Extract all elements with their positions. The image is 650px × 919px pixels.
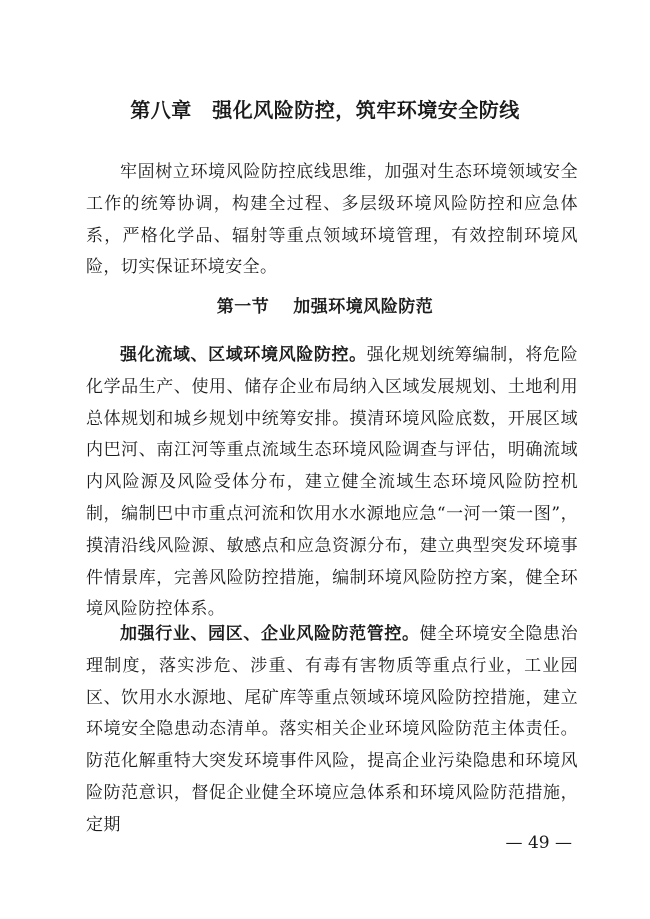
chapter-title: 第八章 强化风险防控，筑牢环境安全防线: [130, 98, 520, 122]
section-number: 第一节: [216, 297, 270, 317]
page-number: — 49 —: [505, 833, 572, 853]
paragraph-river-basin-risk: [86, 340, 578, 626]
paragraph-lead: 强化流域、区域环境风险防控。: [120, 345, 367, 365]
section-heading: [0, 293, 650, 321]
intro-paragraph: 牢固树立环境风险防控底线思维，加强对生态环境领域安全工作的统筹协调，构建全过程、多层级环境风险防控和应急体系，严格化学品、辐射等重点领域环境管理，有效控制环境风险，切实保证环境安全。: [86, 162, 578, 278]
paragraph-body: 强化规划统筹编制，将危险化学品生产、使用、储存企业布局纳入区域发展规划、土地利用总体规划和城乡规划中统筹安排。摸清环境风险底数，开展区域内巴河、南江河等重点流域生态环境风险调查与评估，明确流域内风险源及风险受体分布，建立健全流域生态环境风险防控机制，编制巴中市重点河流和饮用水水源地应急“一河一策一图”，摸清沿线风险源、敏感点和应急资源分布，建立典型突发环境事件情景库，完善风险防控措施，编制环境风险防控方案，健全环境风险防控体系。: [86, 345, 578, 620]
paragraph-lead: 加强行业、园区、企业风险防范管控。: [120, 624, 420, 644]
paragraph-body: 健全环境安全隐患治理制度，落实涉危、涉重、有毒有害物质等重点行业，工业园区、饮用水水源地、尾矿库等重点领域环境风险防控措施，建立环境安全隐患动态清单。落实相关企业环境风险防范主体责任。防范化解重特大突发环境事件风险，提高企业污染隐患和环境风险防范意识，督促企业健全环境应急体系和环境风险防范措施，定期: [86, 624, 578, 835]
paragraph-industry-risk: [86, 619, 578, 842]
section-title: 加强环境风险防范: [293, 297, 434, 317]
